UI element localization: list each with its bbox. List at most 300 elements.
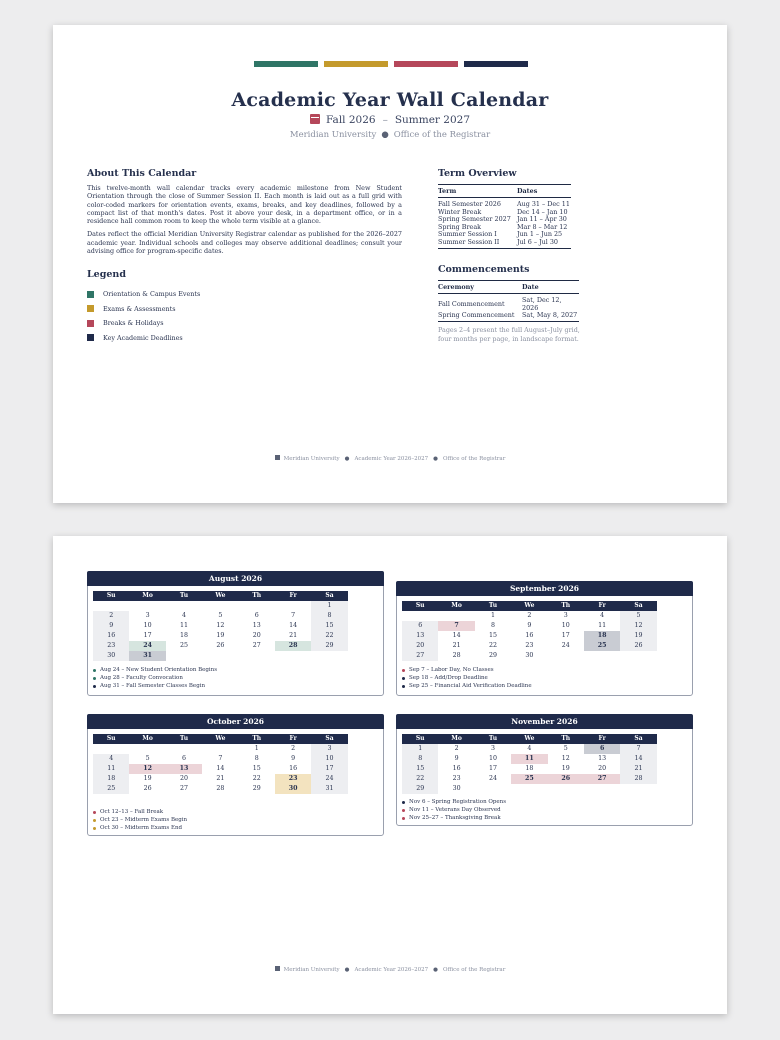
day-cell: 5 xyxy=(218,612,223,619)
empty-cell xyxy=(620,651,656,661)
date-cell: Sat, May 8, 2027 xyxy=(522,312,579,321)
month-grid xyxy=(93,591,348,661)
day-cell: 29 xyxy=(402,784,438,794)
event-bullet xyxy=(402,685,405,688)
event-bullet xyxy=(93,685,96,688)
week-row xyxy=(402,774,657,784)
weekday-label: Tu xyxy=(166,734,202,744)
month-card-october xyxy=(87,714,384,836)
day-cell: 12 xyxy=(216,622,225,629)
event-text: Nov 6 – Spring Registration Opens xyxy=(409,799,507,805)
event-item xyxy=(402,666,532,674)
week-row xyxy=(93,754,348,764)
event-text: Sep 18 – Add/Drop Deadline xyxy=(409,675,488,681)
day-cell: 12 xyxy=(561,755,570,762)
table-row xyxy=(438,198,571,209)
event-item xyxy=(402,806,506,814)
day-cell: 2 xyxy=(454,745,459,752)
weekday-label: Su xyxy=(402,734,438,744)
day-cell: 8 xyxy=(311,611,347,621)
legend-swatch xyxy=(87,334,94,341)
day-cell: 16 xyxy=(289,765,298,772)
weekday-label: Tu xyxy=(475,734,511,744)
dates-cell: Dec 14 – Jan 10 xyxy=(517,207,568,216)
event-text: Aug 28 – Faculty Convocation xyxy=(100,675,183,681)
page-footer xyxy=(53,966,727,973)
day-cell: 17 xyxy=(143,632,152,639)
day-cell: 20 xyxy=(179,775,188,782)
dates-cell: Jun 1 – Jun 25 xyxy=(517,230,563,239)
day-cell: 4 xyxy=(181,612,186,619)
legend-item-breaks xyxy=(87,316,402,331)
term-overview-table xyxy=(438,184,571,249)
footer-year: Academic Year 2026–2027 xyxy=(354,967,429,973)
day-cell: 3 xyxy=(145,612,150,619)
day-cell: 17 xyxy=(311,764,347,774)
day-cell: 14 xyxy=(620,754,656,764)
page-title: Academic Year Wall Calendar xyxy=(231,89,549,111)
day-cell: 10 xyxy=(311,754,347,764)
day-cell: 21 xyxy=(620,764,656,774)
empty-cell xyxy=(202,601,238,611)
day-cell: 30 xyxy=(93,651,129,661)
day-cell: 1 xyxy=(402,744,438,754)
weekday-label: Mo xyxy=(438,601,474,611)
week-row xyxy=(93,651,348,661)
weekday-label: Fr xyxy=(584,601,620,611)
day-cell: 8 xyxy=(402,754,438,764)
day-cell: 7 xyxy=(438,621,474,631)
empty-cell xyxy=(511,784,547,794)
event-text: Aug 31 – Fall Semester Classes Begin xyxy=(100,683,206,689)
pages-note: Pages 2–4 present the full August–July grid, four months per page, in landscape format. xyxy=(438,326,580,343)
week-row xyxy=(402,621,657,631)
day-cell: 6 xyxy=(254,612,259,619)
empty-cell xyxy=(475,784,511,794)
table-row xyxy=(438,312,579,321)
event-text: Aug 24 – New Student Orientation Begins xyxy=(100,667,218,673)
month-events xyxy=(93,666,217,690)
event-item xyxy=(93,808,187,816)
empty-cell xyxy=(311,651,347,661)
day-cell: 16 xyxy=(452,765,461,772)
legend-heading: Legend xyxy=(87,269,126,280)
day-cell: 4 xyxy=(600,612,605,619)
day-cell: 11 xyxy=(179,622,188,629)
month-events xyxy=(402,666,532,690)
page-footer xyxy=(53,455,727,462)
empty-cell xyxy=(584,784,620,794)
weekday-label: Su xyxy=(93,734,129,744)
day-cell: 9 xyxy=(93,621,129,631)
weekday-label: Sa xyxy=(620,601,656,611)
day-cell: 4 xyxy=(527,745,532,752)
day-cell: 6 xyxy=(181,755,186,762)
day-cell: 3 xyxy=(490,745,495,752)
month-title: August 2026 xyxy=(87,571,384,586)
bullet-separator: ● xyxy=(381,130,389,140)
month-title: November 2026 xyxy=(396,714,693,729)
day-cell: 8 xyxy=(254,755,259,762)
about-paragraph-1: This twelve-month wall calendar tracks every academic milestone from New Student Orientation through the close of Summer Session II. Each month is laid out as a full grid with color-coded markers for orientation events, exams, breaks, and key deadlines, followed by a compact list of that month's dates. Post it above your desk, in a department office, or in a residence hall common room to keep the whole term visible at a glance. xyxy=(87,184,402,226)
day-cell: 15 xyxy=(402,764,438,774)
day-cell: 21 xyxy=(289,632,298,639)
day-cell: 17 xyxy=(488,765,497,772)
legend-item-exams xyxy=(87,302,402,317)
day-cell: 15 xyxy=(252,765,261,772)
dates-cell: Aug 31 – Dec 11 xyxy=(517,200,570,208)
day-cell: 22 xyxy=(252,775,261,782)
day-cell: 12 xyxy=(620,621,656,631)
day-cell: 23 xyxy=(93,641,129,651)
dates-cell: Jul 6 – Jul 30 xyxy=(517,239,571,248)
week-row xyxy=(93,764,348,774)
day-cell: 11 xyxy=(511,754,547,764)
day-cell: 26 xyxy=(216,642,225,649)
footer-university: Meridian University xyxy=(283,967,340,973)
day-cell: 17 xyxy=(561,632,570,639)
day-cell: 25 xyxy=(584,641,620,651)
term-overview-heading: Term Overview xyxy=(438,168,517,179)
day-cell: 18 xyxy=(179,632,188,639)
commencements-table xyxy=(438,280,579,322)
day-cell: 25 xyxy=(511,774,547,784)
col-ceremony: Ceremony xyxy=(438,281,522,294)
empty-cell xyxy=(402,611,438,621)
weekday-label: Sa xyxy=(620,734,656,744)
day-cell: 10 xyxy=(561,622,570,629)
about-heading: About This Calendar xyxy=(87,168,197,179)
weekday-label: Th xyxy=(239,591,275,601)
event-bullet xyxy=(402,669,405,672)
calendar-icon xyxy=(275,966,280,971)
day-cell: 30 xyxy=(452,785,461,792)
term-cell: Summer Session I xyxy=(438,230,497,239)
day-cell: 18 xyxy=(584,631,620,641)
legend-label: Orientation & Campus Events xyxy=(103,290,201,299)
day-cell: 23 xyxy=(525,642,534,649)
day-cell: 3 xyxy=(311,744,347,754)
empty-cell xyxy=(93,601,129,611)
day-cell: 31 xyxy=(311,784,347,794)
weekday-label: Mo xyxy=(129,591,165,601)
day-cell: 24 xyxy=(311,774,347,784)
day-cell: 6 xyxy=(584,744,620,754)
weekday-label: Mo xyxy=(129,734,165,744)
week-row xyxy=(402,631,657,641)
event-text: Sep 7 – Labor Day, No Classes xyxy=(409,667,494,673)
week-row xyxy=(93,611,348,621)
empty-cell xyxy=(239,601,275,611)
day-cell: 28 xyxy=(452,652,461,659)
event-text: Oct 23 – Midterm Exams Begin xyxy=(100,817,188,823)
weekday-label: Sa xyxy=(311,734,347,744)
weekday-label: Fr xyxy=(275,734,311,744)
term-cell: Spring Semester 2027 xyxy=(438,215,511,224)
day-cell: 16 xyxy=(525,632,534,639)
legend-section xyxy=(87,269,402,345)
footer-year: Academic Year 2026–2027 xyxy=(354,456,429,462)
calendar-icon xyxy=(310,114,320,124)
event-text: Nov 11 – Veterans Day Observed xyxy=(409,807,501,813)
weekday-label: We xyxy=(511,734,547,744)
month-card-november xyxy=(396,714,693,826)
week-row xyxy=(402,754,657,764)
weekday-label: Sa xyxy=(311,591,347,601)
term-separator: – xyxy=(382,114,388,126)
event-item xyxy=(93,682,217,690)
event-bullet xyxy=(93,677,96,680)
calendar-icon xyxy=(275,455,280,460)
week-row xyxy=(93,621,348,631)
event-bullet xyxy=(402,801,405,804)
day-cell: 1 xyxy=(490,612,495,619)
col-dates: Dates xyxy=(517,185,571,198)
day-cell: 24 xyxy=(129,641,165,651)
event-item xyxy=(402,798,506,806)
week-row xyxy=(402,744,657,754)
day-cell: 27 xyxy=(402,651,438,661)
day-cell: 25 xyxy=(93,784,129,794)
day-cell: 26 xyxy=(620,641,656,651)
event-text: Oct 12–13 – Fall Break xyxy=(100,809,164,815)
day-cell: 14 xyxy=(289,622,298,629)
day-cell: 27 xyxy=(584,774,620,784)
day-cell: 14 xyxy=(216,765,225,772)
color-bar-breaks xyxy=(394,61,458,67)
week-row xyxy=(93,601,348,611)
day-cell: 31 xyxy=(129,651,165,661)
weekday-label: Su xyxy=(93,591,129,601)
day-cell: 7 xyxy=(218,755,223,762)
day-cell: 20 xyxy=(598,765,607,772)
term-overview-section xyxy=(438,168,571,249)
day-cell: 18 xyxy=(525,765,534,772)
weekday-label: Th xyxy=(239,734,275,744)
month-card-august xyxy=(87,571,384,696)
day-cell: 20 xyxy=(402,641,438,651)
day-cell: 5 xyxy=(145,755,150,762)
day-cell: 21 xyxy=(452,642,461,649)
event-bullet xyxy=(402,677,405,680)
day-cell: 7 xyxy=(291,612,296,619)
weekday-label: We xyxy=(511,601,547,611)
weekday-header xyxy=(402,734,657,744)
weekday-label: Fr xyxy=(275,591,311,601)
day-cell: 26 xyxy=(143,785,152,792)
day-cell: 3 xyxy=(563,612,568,619)
event-bullet xyxy=(93,811,96,814)
term-cell: Spring Break xyxy=(438,222,482,231)
legend-swatch xyxy=(87,291,94,298)
weekday-header xyxy=(402,601,657,611)
month-title: October 2026 xyxy=(87,714,384,729)
date-cell: Sat, Dec 12, 2026 xyxy=(522,296,562,312)
weekday-label: Su xyxy=(402,601,438,611)
day-cell: 10 xyxy=(488,755,497,762)
event-bullet xyxy=(402,817,405,820)
day-cell: 29 xyxy=(311,641,347,651)
bullet-separator: ● xyxy=(344,456,350,462)
day-cell: 28 xyxy=(275,641,311,651)
day-cell: 23 xyxy=(275,774,311,784)
day-cell: 24 xyxy=(488,775,497,782)
weekday-label: Tu xyxy=(475,601,511,611)
university-name: Meridian University xyxy=(289,130,377,140)
empty-cell xyxy=(129,744,165,754)
event-item xyxy=(93,674,217,682)
weekday-label: Tu xyxy=(166,591,202,601)
calendar-page xyxy=(53,536,727,1014)
week-row xyxy=(402,764,657,774)
day-cell: 15 xyxy=(311,621,347,631)
legend-item-deadlines xyxy=(87,331,402,346)
event-item xyxy=(402,682,532,690)
day-cell: 20 xyxy=(252,632,261,639)
empty-cell xyxy=(202,744,238,754)
day-cell: 28 xyxy=(216,785,225,792)
weekday-label: Th xyxy=(548,601,584,611)
table-row xyxy=(438,239,571,248)
day-cell: 6 xyxy=(402,621,438,631)
day-cell: 19 xyxy=(561,765,570,772)
day-cell: 16 xyxy=(93,631,129,641)
organization-line xyxy=(53,130,727,140)
day-cell: 22 xyxy=(311,631,347,641)
legend-label: Exams & Assessments xyxy=(103,304,176,313)
day-cell: 25 xyxy=(179,642,188,649)
day-cell: 18 xyxy=(93,774,129,784)
weekday-header xyxy=(93,734,348,744)
table-row xyxy=(438,294,579,313)
event-item xyxy=(93,824,187,832)
day-cell: 19 xyxy=(216,632,225,639)
day-cell: 15 xyxy=(488,632,497,639)
event-bullet xyxy=(93,827,96,830)
term-range xyxy=(53,114,727,126)
day-cell: 13 xyxy=(166,764,202,774)
event-text: Oct 30 – Midterm Exams End xyxy=(100,825,183,831)
day-cell: 22 xyxy=(488,642,497,649)
empty-cell xyxy=(239,651,275,661)
commencements-section xyxy=(438,264,579,322)
week-row xyxy=(402,651,657,661)
week-row xyxy=(93,744,348,754)
color-bars xyxy=(254,61,528,67)
color-bar-deadlines xyxy=(464,61,528,67)
empty-cell xyxy=(275,651,311,661)
footer-office: Office of the Registrar xyxy=(442,967,506,973)
empty-cell xyxy=(166,651,202,661)
day-cell: 4 xyxy=(93,754,129,764)
footer-university: Meridian University xyxy=(283,456,340,462)
commencements-heading: Commencements xyxy=(438,264,530,275)
event-text: Nov 25–27 – Thanksgiving Break xyxy=(409,815,501,821)
term-cell: Winter Break xyxy=(438,207,482,216)
legend-label: Key Academic Deadlines xyxy=(103,333,183,342)
event-item xyxy=(93,816,187,824)
weekday-label: Fr xyxy=(584,734,620,744)
office-name: Office of the Registrar xyxy=(393,130,491,140)
month-grid xyxy=(402,601,657,661)
cover-page xyxy=(53,25,727,503)
term-start: Fall 2026 xyxy=(325,114,376,126)
ceremony-cell: Fall Commencement xyxy=(438,299,505,308)
week-row xyxy=(93,631,348,641)
empty-cell xyxy=(166,744,202,754)
day-cell: 11 xyxy=(93,764,129,774)
day-cell: 29 xyxy=(252,785,261,792)
event-bullet xyxy=(402,809,405,812)
weekday-label: Th xyxy=(548,734,584,744)
col-date: Date xyxy=(522,281,579,294)
event-item xyxy=(93,666,217,674)
day-cell: 27 xyxy=(179,785,188,792)
day-cell: 13 xyxy=(402,631,438,641)
month-card-september xyxy=(396,581,693,696)
empty-cell xyxy=(166,601,202,611)
week-row xyxy=(93,784,348,794)
day-cell: 22 xyxy=(402,774,438,784)
dates-cell: Mar 8 – Mar 12 xyxy=(517,222,568,231)
legend-item-orientation xyxy=(87,287,402,302)
day-cell: 30 xyxy=(275,784,311,794)
week-row xyxy=(93,641,348,651)
col-term: Term xyxy=(438,185,517,198)
empty-cell xyxy=(548,784,584,794)
empty-cell xyxy=(438,611,474,621)
month-title: September 2026 xyxy=(396,581,693,596)
day-cell: 30 xyxy=(525,652,534,659)
day-cell: 13 xyxy=(598,755,607,762)
day-cell: 2 xyxy=(527,612,532,619)
event-text: Sep 25 – Financial Aid Verification Deadline xyxy=(409,683,532,689)
empty-cell xyxy=(620,784,656,794)
day-cell: 29 xyxy=(488,652,497,659)
color-bar-exams xyxy=(324,61,388,67)
day-cell: 10 xyxy=(143,622,152,629)
about-section xyxy=(87,168,402,255)
legend-swatch xyxy=(87,320,94,327)
day-cell: 21 xyxy=(216,775,225,782)
day-cell: 28 xyxy=(620,774,656,784)
day-cell: 13 xyxy=(252,622,261,629)
day-cell: 12 xyxy=(129,764,165,774)
day-cell: 9 xyxy=(527,622,532,629)
day-cell: 1 xyxy=(254,745,259,752)
day-cell: 2 xyxy=(291,745,296,752)
bullet-separator: ● xyxy=(344,967,350,973)
weekday-label: Mo xyxy=(438,734,474,744)
day-cell: 19 xyxy=(620,631,656,641)
term-cell: Summer Session II xyxy=(438,239,517,248)
day-cell: 7 xyxy=(620,744,656,754)
month-events xyxy=(93,808,187,832)
empty-cell xyxy=(275,601,311,611)
week-row xyxy=(402,641,657,651)
month-grid xyxy=(93,734,348,794)
day-cell: 14 xyxy=(452,632,461,639)
event-bullet xyxy=(93,819,96,822)
legend-label: Breaks & Holidays xyxy=(103,319,164,328)
event-item xyxy=(402,814,506,822)
day-cell: 5 xyxy=(620,611,656,621)
term-cell: Fall Semester 2026 xyxy=(438,200,501,208)
weekday-label: We xyxy=(202,734,238,744)
weekday-header xyxy=(93,591,348,601)
day-cell: 8 xyxy=(490,622,495,629)
day-cell: 5 xyxy=(563,745,568,752)
